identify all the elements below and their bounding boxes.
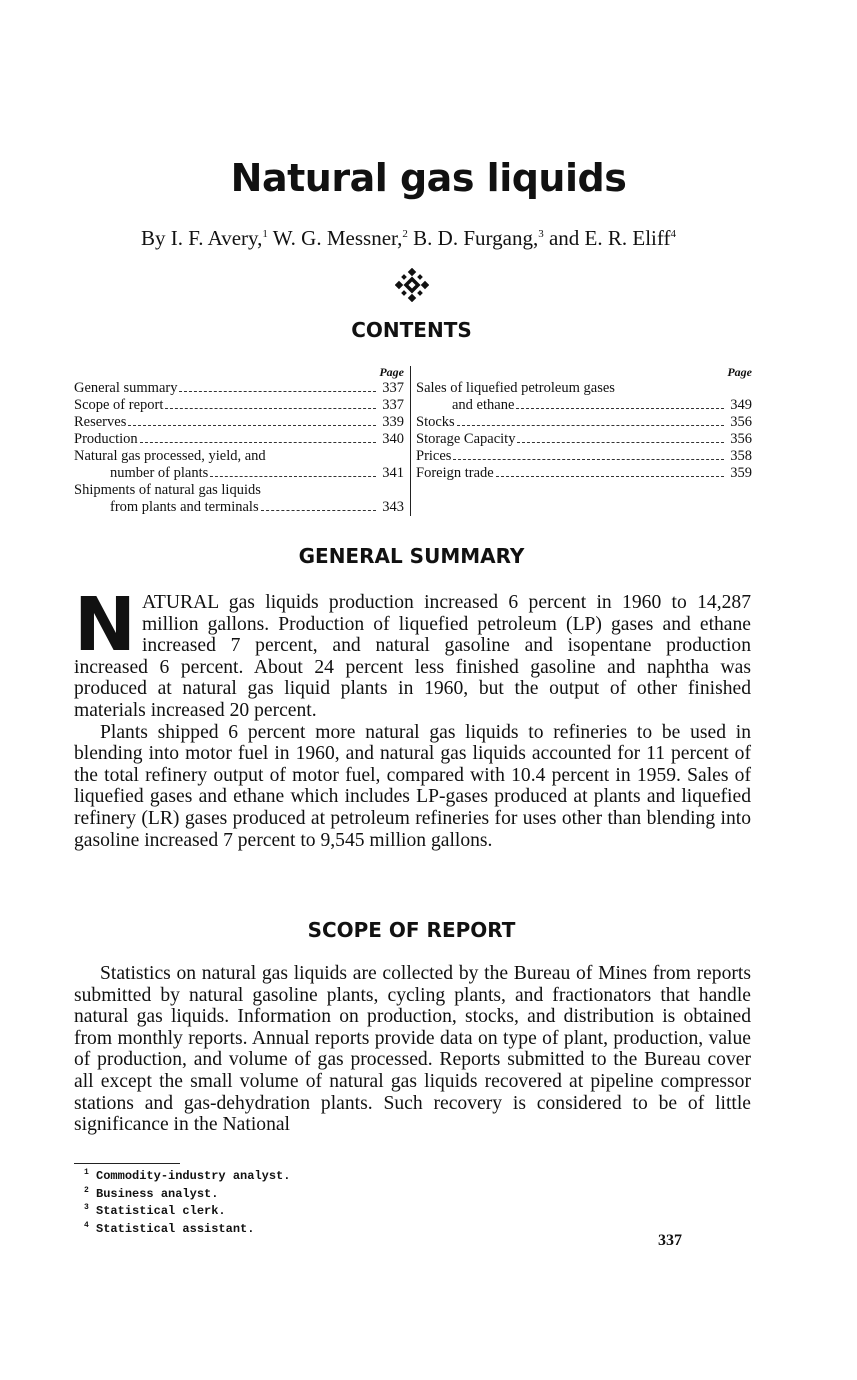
author-line — [0, 226, 817, 251]
toc-entry-natural-gas-processed[interactable]: Natural gas processed, yield, and number of plants 341 — [74, 448, 404, 481]
page-number: 337 — [658, 1232, 682, 1249]
scope-heading: SCOPE OF REPORT — [307, 918, 516, 942]
toc-entry-production[interactable]: Production 340 — [74, 431, 404, 447]
toc-entry-foreign-trade[interactable]: Foreign trade 359 — [416, 465, 752, 481]
scope-paragraph-1: Statistics on natural gas liquids are collected by the Bureau of Mines from reports submitted by natural gasoline plants, cycling plants, and fractionators that handle natural gas liquids. Information on production, stocks, and distribution is obtained from monthly reports. Annual reports provide data on type of plant, production, value of production, and volume of gas processed. Reports submitted to the Bureau cover all except the small volume of natural gas liquids recovered at pipeline compressor stations and gas-dehydration plants. Such recovery is considered to be of little significance in the National — [74, 963, 751, 1136]
scope-body — [74, 963, 751, 1136]
contents-heading: CONTENTS — [351, 318, 472, 342]
toc-entry-prices[interactable]: Prices 358 — [416, 448, 752, 464]
footnote-1: $^1$ Commodity-industry analyst. — [84, 1168, 291, 1183]
page-column-label: Page — [379, 365, 404, 379]
author-furgang: B. D. Furgang, — [407, 226, 539, 250]
author-avery: By I. F. Avery, — [141, 226, 263, 250]
contents-right-column — [416, 364, 752, 482]
general-summary-heading: GENERAL SUMMARY — [298, 544, 525, 568]
drop-cap: N — [74, 582, 136, 668]
toc-entry-stocks[interactable]: Stocks 356 — [416, 414, 752, 430]
toc-entry-sales-lp-gases[interactable]: Sales of liquefied petroleum gases and ethane 349 — [416, 380, 752, 413]
page-title: Natural gas liquids — [230, 156, 627, 200]
author-messner: W. G. Messner, — [267, 226, 403, 250]
footnote-4: $^4$ Statistical assistant. — [84, 1220, 255, 1236]
author-eliff: and E. R. Eliff — [543, 226, 671, 250]
toc-entry-shipments[interactable]: Shipments of natural gas liquids from plants and terminals 343 — [74, 482, 404, 515]
toc-entry-general-summary[interactable]: General summary 337 — [74, 380, 404, 396]
footnote-mark-3: 3 — [538, 228, 544, 240]
contents-divider — [410, 366, 411, 516]
footnote-mark-2: 2 — [402, 228, 408, 240]
summary-paragraph-2: Plants shipped 6 percent more natural gas liquids to refineries to be used in blending into motor fuel in 1960, and natural gas liquids accounted for 11 percent of the total refinery output of motor fuel, compared with 10.4 percent in 1959. Sales of liquefied gases and ethane which includes LP-gases produced at plants and liquefied refinery (LR) gases produced at petroleum refineries for uses other than blending into gasoline increased 7 percent to 9,545 million gallons. — [74, 721, 751, 851]
toc-entry-storage-capacity[interactable]: Storage Capacity 356 — [416, 431, 752, 447]
footnote-mark-4: 4 — [670, 228, 676, 240]
general-summary-body — [74, 582, 751, 851]
footnote-mark-1: 1 — [262, 228, 268, 240]
summary-paragraph-1: NATURAL gas liquids production increased 6 percent in 1960 to 14,287 million gallons. Production of liquefied petroleum (LP) gases and ethane increased 7 percent, and natural gasoline and isopentane production increased 6 percent. About 24 percent less finished gasoline and naphtha was produced at natural gas liquid plants in 1960, but the output of other finished materials increased 20 percent. — [74, 582, 751, 721]
footnote-3: $^3$ Statistical clerk. — [84, 1203, 226, 1218]
contents-left-column — [74, 364, 404, 516]
toc-entry-reserves[interactable]: Reserves 339 — [74, 414, 404, 430]
page-column-label: Page — [727, 365, 752, 379]
footnote-rule — [74, 1163, 180, 1164]
toc-entry-scope-of-report[interactable]: Scope of report 337 — [74, 397, 404, 413]
ornament-icon — [395, 268, 429, 302]
footnotes — [84, 1166, 290, 1236]
footnote-2: $^2$ Business analyst. — [84, 1185, 219, 1201]
